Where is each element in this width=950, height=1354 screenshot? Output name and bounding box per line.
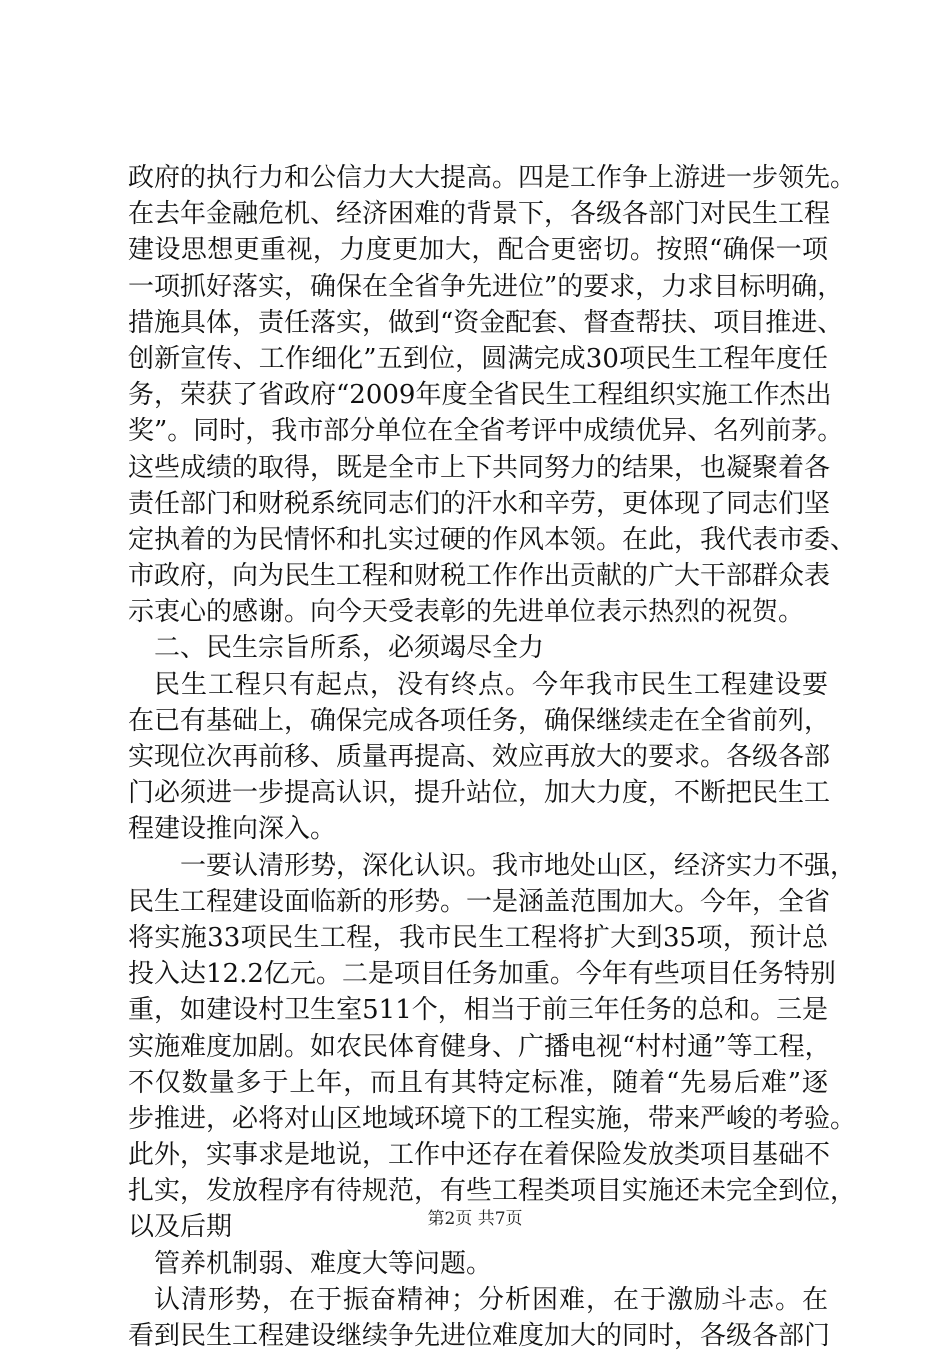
- text-line: 看到民生工程建设继续争先进位难度加大的同时，各级各部门: [128, 1321, 831, 1351]
- text-line: 程建设推向深入。: [128, 814, 337, 845]
- text-line: 一要认清形势，深化认识。我市地处山区，经济实力不强，: [180, 850, 857, 881]
- text-line: 步推进，必将对山区地域环境下的工程实施，带来严峻的考验。: [128, 1103, 857, 1134]
- text-line: 市政府，向为民生工程和财税工作作出贡献的广大干部群众表: [128, 561, 831, 592]
- text-line: 以及后期: [128, 1212, 233, 1243]
- page-footer: 第2页 共7页: [427, 1209, 523, 1229]
- text-line: 一项抓好落实，确保在全省争先进位”的要求，力求目标明确，: [128, 271, 844, 302]
- text-line: 在去年金融危机、经济困难的背景下，各级各部门对民生工程: [128, 199, 831, 230]
- text-line: 二、民生宗旨所系，必须竭尽全力: [154, 633, 545, 664]
- text-line: 政府的执行力和公信力大大提高。四是工作争上游进一步领先。: [128, 163, 857, 193]
- text-line: 民生工程只有起点，没有终点。今年我市民生工程建设要: [154, 669, 828, 700]
- text-line: 在已有基础上，确保完成各项任务，确保继续走在全省前列，: [128, 705, 831, 736]
- text-line: 示衷心的感谢。向今天受表彰的先进单位表示热烈的祝贺。: [128, 597, 805, 628]
- text-line: 务，荣获了省政府“2009年度全省民生工程组织实施工作杰出: [128, 380, 832, 411]
- text-line: 管养机制弱、难度大等问题。: [154, 1248, 493, 1279]
- text-line: 措施具体，责任落实，做到“资金配套、督查帮扶、项目推进、: [128, 307, 844, 338]
- text-line: 不仅数量多于上年，而且有其特定标准，随着“先易后难”逐: [128, 1067, 828, 1098]
- text-line: 民生工程建设面临新的形势。一是涵盖范围加大。今年，全省: [128, 886, 831, 917]
- text-line: 建设思想更重视，力度更加大，配合更密切。按照“确保一项: [128, 235, 828, 266]
- text-line: 将实施33项民生工程，我市民生工程将扩大到35项，预计总: [128, 922, 828, 953]
- text-line: 重，如建设村卫生室511个，相当于前三年任务的总和。三是: [128, 995, 828, 1026]
- text-line: 奖”。同时，我市部分单位在全省考评中成绩优异、名列前茅。: [128, 416, 844, 447]
- body-text: [128, 160, 857, 1354]
- text-line: 门必须进一步提高认识，提升站位，加大力度，不断把民生工: [128, 778, 831, 809]
- text-line: 扎实，发放程序有待规范，有些工程类项目实施还未完全到位，: [128, 1176, 857, 1207]
- text-line: 此外，实事求是地说，工作中还存在着保险发放类项目基础不: [128, 1140, 831, 1171]
- text-line: 这些成绩的取得，既是全市上下共同努力的结果，也凝聚着各: [128, 452, 831, 483]
- text-line: 实现位次再前移、质量再提高、效应再放大的要求。各级各部: [128, 742, 831, 772]
- text-line: 实施难度加剧。如农民体育健身、广播电视“村村通”等工程，: [128, 1031, 831, 1062]
- text-line: 认清形势，在于振奋精神；分析困难，在于激励斗志。在: [154, 1284, 828, 1315]
- text-line: 责任部门和财税系统同志们的汗水和辛劳，更体现了同志们坚: [128, 488, 831, 519]
- text-line: 定执着的为民情怀和扎实过硬的作风本领。在此，我代表市委、: [128, 524, 857, 555]
- text-line: 创新宣传、工作细化”五到位，圆满完成30项民生工程年度任: [128, 343, 828, 374]
- text-line: 投入达12.2亿元。二是项目任务加重。今年有些项目任务特别: [128, 959, 836, 990]
